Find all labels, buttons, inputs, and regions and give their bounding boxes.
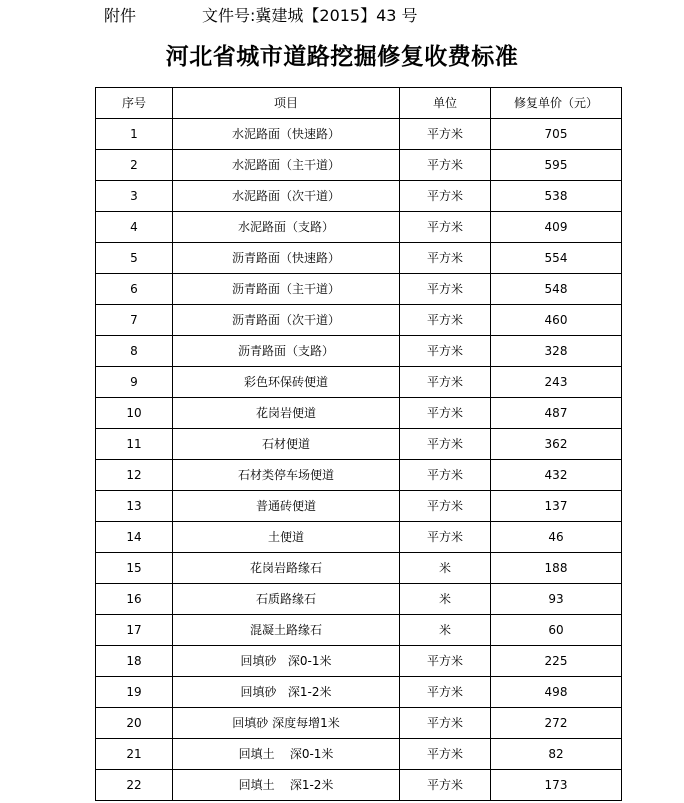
cell-price: 460	[491, 305, 622, 336]
cell-number: 8	[96, 336, 173, 367]
cell-unit: 平方米	[400, 491, 491, 522]
cell-number: 7	[96, 305, 173, 336]
cell-item: 回填砂 深度每增1米	[173, 708, 400, 739]
page-title: 河北省城市道路挖掘修复收费标准	[165, 43, 519, 70]
cell-item: 回填土 深0-1米	[173, 739, 400, 770]
cell-item: 彩色环保砖便道	[173, 367, 400, 398]
attachment-label: 附件	[104, 6, 137, 25]
document-header	[104, 4, 418, 28]
column-header-number: 序号	[96, 88, 173, 119]
cell-unit: 平方米	[400, 119, 491, 150]
cell-item: 沥青路面（支路）	[173, 336, 400, 367]
document-number: 文件号:冀建城【2015】43 号	[202, 6, 418, 25]
cell-number: 2	[96, 150, 173, 181]
cell-unit: 平方米	[400, 739, 491, 770]
cell-number: 4	[96, 212, 173, 243]
cell-number: 15	[96, 553, 173, 584]
cell-price: 243	[491, 367, 622, 398]
cell-unit: 米	[400, 553, 491, 584]
cell-unit: 平方米	[400, 243, 491, 274]
fee-table	[95, 87, 622, 801]
cell-price: 487	[491, 398, 622, 429]
cell-price: 93	[491, 584, 622, 615]
table-row	[96, 212, 622, 243]
cell-item: 水泥路面（次干道）	[173, 181, 400, 212]
cell-number: 12	[96, 460, 173, 491]
cell-unit: 平方米	[400, 646, 491, 677]
cell-unit: 米	[400, 584, 491, 615]
cell-item: 混凝土路缘石	[173, 615, 400, 646]
cell-number: 10	[96, 398, 173, 429]
table-row	[96, 553, 622, 584]
cell-number: 20	[96, 708, 173, 739]
cell-price: 548	[491, 274, 622, 305]
cell-price: 225	[491, 646, 622, 677]
cell-unit: 平方米	[400, 429, 491, 460]
cell-number: 14	[96, 522, 173, 553]
cell-number: 16	[96, 584, 173, 615]
cell-item: 回填砂 深0-1米	[173, 646, 400, 677]
table-row	[96, 119, 622, 150]
cell-item: 水泥路面（主干道）	[173, 150, 400, 181]
cell-unit: 米	[400, 615, 491, 646]
column-header-unit: 单位	[400, 88, 491, 119]
cell-item: 石材便道	[173, 429, 400, 460]
cell-unit: 平方米	[400, 460, 491, 491]
table-row	[96, 646, 622, 677]
cell-number: 18	[96, 646, 173, 677]
table-row	[96, 181, 622, 212]
cell-item: 水泥路面（快速路）	[173, 119, 400, 150]
cell-item: 花岗岩路缘石	[173, 553, 400, 584]
cell-price: 173	[491, 770, 622, 801]
table-body	[96, 119, 622, 801]
table-row	[96, 305, 622, 336]
cell-price: 498	[491, 677, 622, 708]
cell-price: 595	[491, 150, 622, 181]
column-header-price: 修复单价（元）	[491, 88, 622, 119]
cell-price: 538	[491, 181, 622, 212]
table-row	[96, 739, 622, 770]
cell-price: 272	[491, 708, 622, 739]
cell-price: 137	[491, 491, 622, 522]
cell-number: 22	[96, 770, 173, 801]
cell-unit: 平方米	[400, 212, 491, 243]
table-row	[96, 491, 622, 522]
cell-price: 60	[491, 615, 622, 646]
cell-price: 82	[491, 739, 622, 770]
cell-number: 17	[96, 615, 173, 646]
cell-item: 普通砖便道	[173, 491, 400, 522]
cell-unit: 平方米	[400, 305, 491, 336]
table-row	[96, 615, 622, 646]
cell-item: 水泥路面（支路）	[173, 212, 400, 243]
table-row	[96, 522, 622, 553]
table-row	[96, 367, 622, 398]
cell-number: 6	[96, 274, 173, 305]
cell-unit: 平方米	[400, 770, 491, 801]
cell-price: 328	[491, 336, 622, 367]
cell-item: 回填土 深1-2米	[173, 770, 400, 801]
cell-number: 13	[96, 491, 173, 522]
table-row	[96, 243, 622, 274]
cell-item: 沥青路面（主干道）	[173, 274, 400, 305]
table-row	[96, 336, 622, 367]
cell-item: 石质路缘石	[173, 584, 400, 615]
cell-price: 705	[491, 119, 622, 150]
cell-unit: 平方米	[400, 274, 491, 305]
table-row	[96, 708, 622, 739]
cell-unit: 平方米	[400, 708, 491, 739]
cell-price: 432	[491, 460, 622, 491]
cell-unit: 平方米	[400, 398, 491, 429]
cell-number: 9	[96, 367, 173, 398]
table-row	[96, 429, 622, 460]
cell-number: 1	[96, 119, 173, 150]
cell-unit: 平方米	[400, 336, 491, 367]
table-row	[96, 460, 622, 491]
cell-price: 409	[491, 212, 622, 243]
cell-item: 沥青路面（次干道）	[173, 305, 400, 336]
cell-item: 回填砂 深1-2米	[173, 677, 400, 708]
cell-number: 19	[96, 677, 173, 708]
table-row	[96, 150, 622, 181]
cell-number: 5	[96, 243, 173, 274]
cell-price: 554	[491, 243, 622, 274]
cell-number: 11	[96, 429, 173, 460]
column-header-item: 项目	[173, 88, 400, 119]
cell-item: 石材类停车场便道	[173, 460, 400, 491]
cell-unit: 平方米	[400, 677, 491, 708]
cell-price: 188	[491, 553, 622, 584]
cell-item: 土便道	[173, 522, 400, 553]
cell-unit: 平方米	[400, 181, 491, 212]
cell-price: 362	[491, 429, 622, 460]
cell-unit: 平方米	[400, 367, 491, 398]
table-header-row	[96, 88, 622, 119]
cell-unit: 平方米	[400, 150, 491, 181]
cell-number: 21	[96, 739, 173, 770]
cell-price: 46	[491, 522, 622, 553]
cell-number: 3	[96, 181, 173, 212]
table-row	[96, 770, 622, 801]
table-row	[96, 584, 622, 615]
table-row	[96, 677, 622, 708]
cell-item: 沥青路面（快速路）	[173, 243, 400, 274]
table-row	[96, 398, 622, 429]
cell-unit: 平方米	[400, 522, 491, 553]
cell-item: 花岗岩便道	[173, 398, 400, 429]
table-row	[96, 274, 622, 305]
